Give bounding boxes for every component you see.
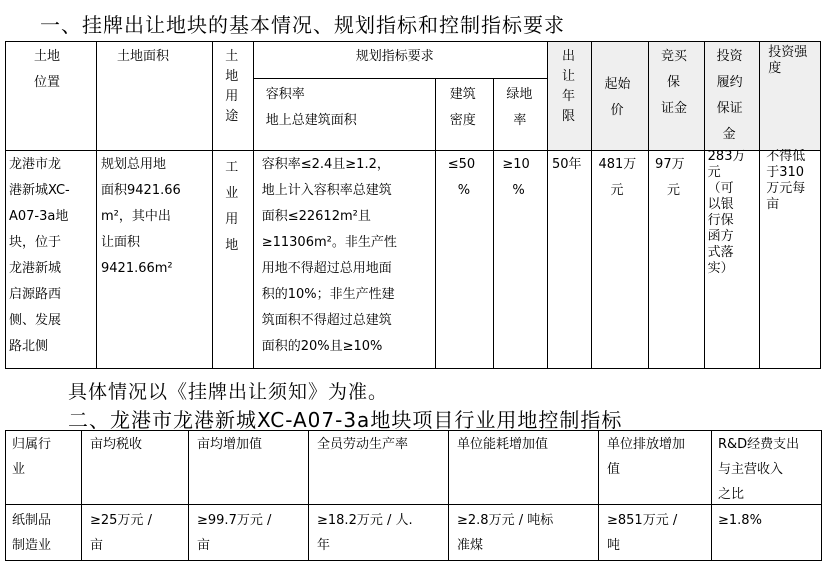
area-l4: 让面积	[101, 235, 141, 250]
header-investment-bond-l1: 投资	[716, 49, 743, 64]
header-land-area-label: 土地面积	[117, 49, 170, 64]
inv-bond-l4: 以银	[707, 197, 734, 212]
location-l3: A07-3a地	[9, 209, 69, 224]
location-l4: 块，位于	[9, 235, 62, 250]
industry-control-index-table	[5, 430, 822, 561]
cell-transfer-term	[547, 151, 591, 369]
header-start-price-l1: 起始	[604, 77, 631, 92]
value-added-l2: 亩	[197, 538, 211, 553]
header-tax-label: 亩均税收	[90, 437, 143, 452]
deposit-l2: 元	[667, 183, 681, 198]
heading-2: 二、龙港市龙港新城XC-A07-3a地块项目行业用地控制指标	[68, 408, 623, 432]
cell-value-added-per-mu	[189, 505, 309, 561]
cell-land-area	[97, 151, 213, 369]
value-added-l1: ≥99.7万元 /	[197, 513, 272, 528]
header-productivity-label: 全员劳动生产率	[317, 437, 409, 452]
green-l1: ≥10	[502, 157, 530, 172]
energy-l2: 准煤	[457, 538, 484, 553]
cell-tax-per-mu	[82, 505, 189, 561]
header-transfer-term-label: 出让年限	[561, 49, 575, 124]
header-value-added-label: 亩均增加值	[197, 437, 263, 452]
header-land-use-label: 土地用途	[225, 49, 239, 124]
far-l5: 用地不得超过总用地面	[261, 261, 392, 276]
header-green-ratio	[494, 79, 548, 151]
header-value-added-per-mu	[189, 431, 309, 505]
heading-1: 一、挂牌出让地块的基本情况、规划指标和控制指标要求	[40, 13, 565, 37]
inv-intensity-l1: 不得低	[766, 149, 806, 164]
land-use-value: 工业用地	[225, 160, 239, 253]
energy-l1: ≥2.8万元 / 吨标	[457, 513, 554, 528]
term-value: 50年	[551, 157, 582, 172]
area-l5: 9421.66m²	[101, 261, 173, 276]
header-land-location-l1: 土地	[34, 49, 61, 64]
cell-land-use	[213, 151, 253, 369]
cell-energy-value-added	[449, 505, 599, 561]
header-emission-l2: 值	[607, 462, 621, 477]
density-l1: ≤50	[447, 157, 476, 172]
header-land-location-l2: 位置	[34, 75, 61, 90]
header-tax-per-mu	[82, 431, 189, 505]
header-density-l2: 密度	[449, 113, 476, 128]
inv-bond-l7: 式落	[707, 245, 734, 260]
header-industry-l1: 归属行	[12, 437, 52, 452]
productivity-l1: ≥18.2万元 / 人.	[317, 513, 413, 528]
far-l7: 筑面积不得超过总建筑	[261, 313, 392, 328]
note-paragraph: 具体情况以《挂牌出让须知》为准。	[68, 381, 389, 403]
header-energy-label: 单位能耗增加值	[457, 437, 549, 452]
rd-value: ≥1.8%	[718, 513, 762, 528]
header-investment-bond-l4: 金	[722, 127, 736, 142]
far-l1: 容积率≤2.4且≥1.2，	[261, 157, 390, 172]
header-investment-intensity-l2: 度	[768, 61, 782, 76]
header-land-use	[213, 42, 253, 151]
start-price-l2: 元	[610, 183, 624, 198]
cell-investment-bond	[704, 151, 760, 369]
header-green-l2: 率	[513, 113, 527, 128]
emission-l1: ≥851万元 /	[607, 513, 678, 528]
header-planning-label: 规划指标要求	[355, 49, 434, 64]
cell-building-density	[435, 151, 494, 369]
cell-bid-deposit	[649, 151, 705, 369]
emission-l2: 吨	[607, 538, 621, 553]
tax-l2: 亩	[90, 538, 104, 553]
header-bid-deposit-l1: 竞买	[661, 49, 688, 64]
inv-intensity-l3: 万元每	[766, 181, 806, 196]
productivity-l2: 年	[317, 538, 331, 553]
header-investment-bond-l3: 保证	[716, 101, 743, 116]
header-emission-l1: 单位排放增加	[607, 437, 686, 452]
location-l7: 侧、发展	[9, 313, 62, 328]
header-start-price-l2: 价	[610, 103, 624, 118]
header-bid-deposit	[649, 42, 705, 151]
header-start-price	[592, 42, 649, 151]
header-far-l1: 容积率	[265, 87, 305, 102]
header-land-location	[6, 42, 97, 151]
header-investment-intensity-l1: 投资强	[768, 45, 808, 60]
cell-land-location	[6, 151, 97, 369]
far-l4: ≥11306m²。非生产性	[261, 235, 397, 250]
density-l2: %	[457, 183, 471, 198]
header-floor-area-ratio	[253, 79, 435, 151]
area-l1: 规划总用地	[101, 157, 167, 172]
cell-green-ratio	[494, 151, 548, 369]
header-rd-l1: R&D经费支出	[718, 437, 800, 452]
header-rd-ratio	[712, 431, 822, 505]
cell-start-price	[592, 151, 649, 369]
location-l1: 龙港市龙	[9, 157, 62, 172]
inv-intensity-l4: 亩	[766, 197, 780, 212]
inv-intensity-l2: 于310	[766, 165, 805, 180]
cell-investment-intensity	[760, 151, 821, 369]
header-land-area	[97, 42, 213, 151]
land-basic-info-table	[5, 41, 821, 369]
header-industry-l2: 业	[12, 462, 26, 477]
header-labor-productivity	[309, 431, 449, 505]
area-l2: 面积9421.66	[101, 183, 181, 198]
header-emission-value-added	[599, 431, 712, 505]
header-investment-bond	[704, 42, 760, 151]
header-rd-l3: 之比	[718, 487, 745, 502]
location-l6: 启源路西	[9, 287, 62, 302]
inv-bond-l2: 元	[707, 165, 721, 180]
inv-bond-l3: （可	[707, 181, 734, 196]
far-l2: 地上计入容积率总建筑	[261, 183, 392, 198]
inv-bond-l6: 函方	[707, 229, 734, 244]
green-l2: %	[512, 183, 525, 198]
header-rd-l2: 与主营收入	[718, 462, 784, 477]
header-investment-intensity	[760, 42, 821, 151]
area-l3: m²，其中出	[101, 209, 171, 224]
location-l5: 龙港新城	[9, 261, 62, 276]
header-far-l2: 地上总建筑面积	[265, 113, 357, 128]
header-transfer-term	[547, 42, 591, 151]
deposit-l1: 97万	[655, 157, 685, 172]
location-l8: 路北侧	[9, 339, 49, 354]
cell-floor-area-ratio	[253, 151, 435, 369]
tax-l1: ≥25万元 /	[90, 513, 152, 528]
header-bid-deposit-l2: 保	[667, 75, 681, 90]
cell-industry	[6, 505, 82, 561]
header-bid-deposit-l3: 证金	[661, 101, 688, 116]
header-investment-bond-l2: 履约	[716, 75, 743, 90]
cell-rd-ratio	[712, 505, 822, 561]
header-green-l1: 绿地	[506, 87, 533, 102]
far-l3: 面积≤22612m²且	[261, 209, 371, 224]
far-l6: 积的10%；非生产性建	[261, 287, 395, 302]
header-building-density	[435, 79, 494, 151]
header-planning-requirements	[253, 42, 547, 79]
cell-labor-productivity	[309, 505, 449, 561]
header-density-l1: 建筑	[449, 87, 476, 102]
industry-l2: 制造业	[12, 538, 52, 553]
far-l8: 面积的20%且≥10%	[261, 339, 383, 354]
location-l2: 港新城XC-	[9, 183, 70, 198]
inv-bond-l8: 实）	[707, 261, 734, 276]
header-industry	[6, 431, 82, 505]
industry-l1: 纸制品	[12, 513, 52, 528]
cell-emission-value-added	[599, 505, 712, 561]
inv-bond-l1: 283万	[707, 149, 746, 164]
start-price-l1: 481万	[598, 157, 637, 172]
header-energy-value-added	[449, 431, 599, 505]
inv-bond-l5: 行保	[707, 213, 734, 228]
